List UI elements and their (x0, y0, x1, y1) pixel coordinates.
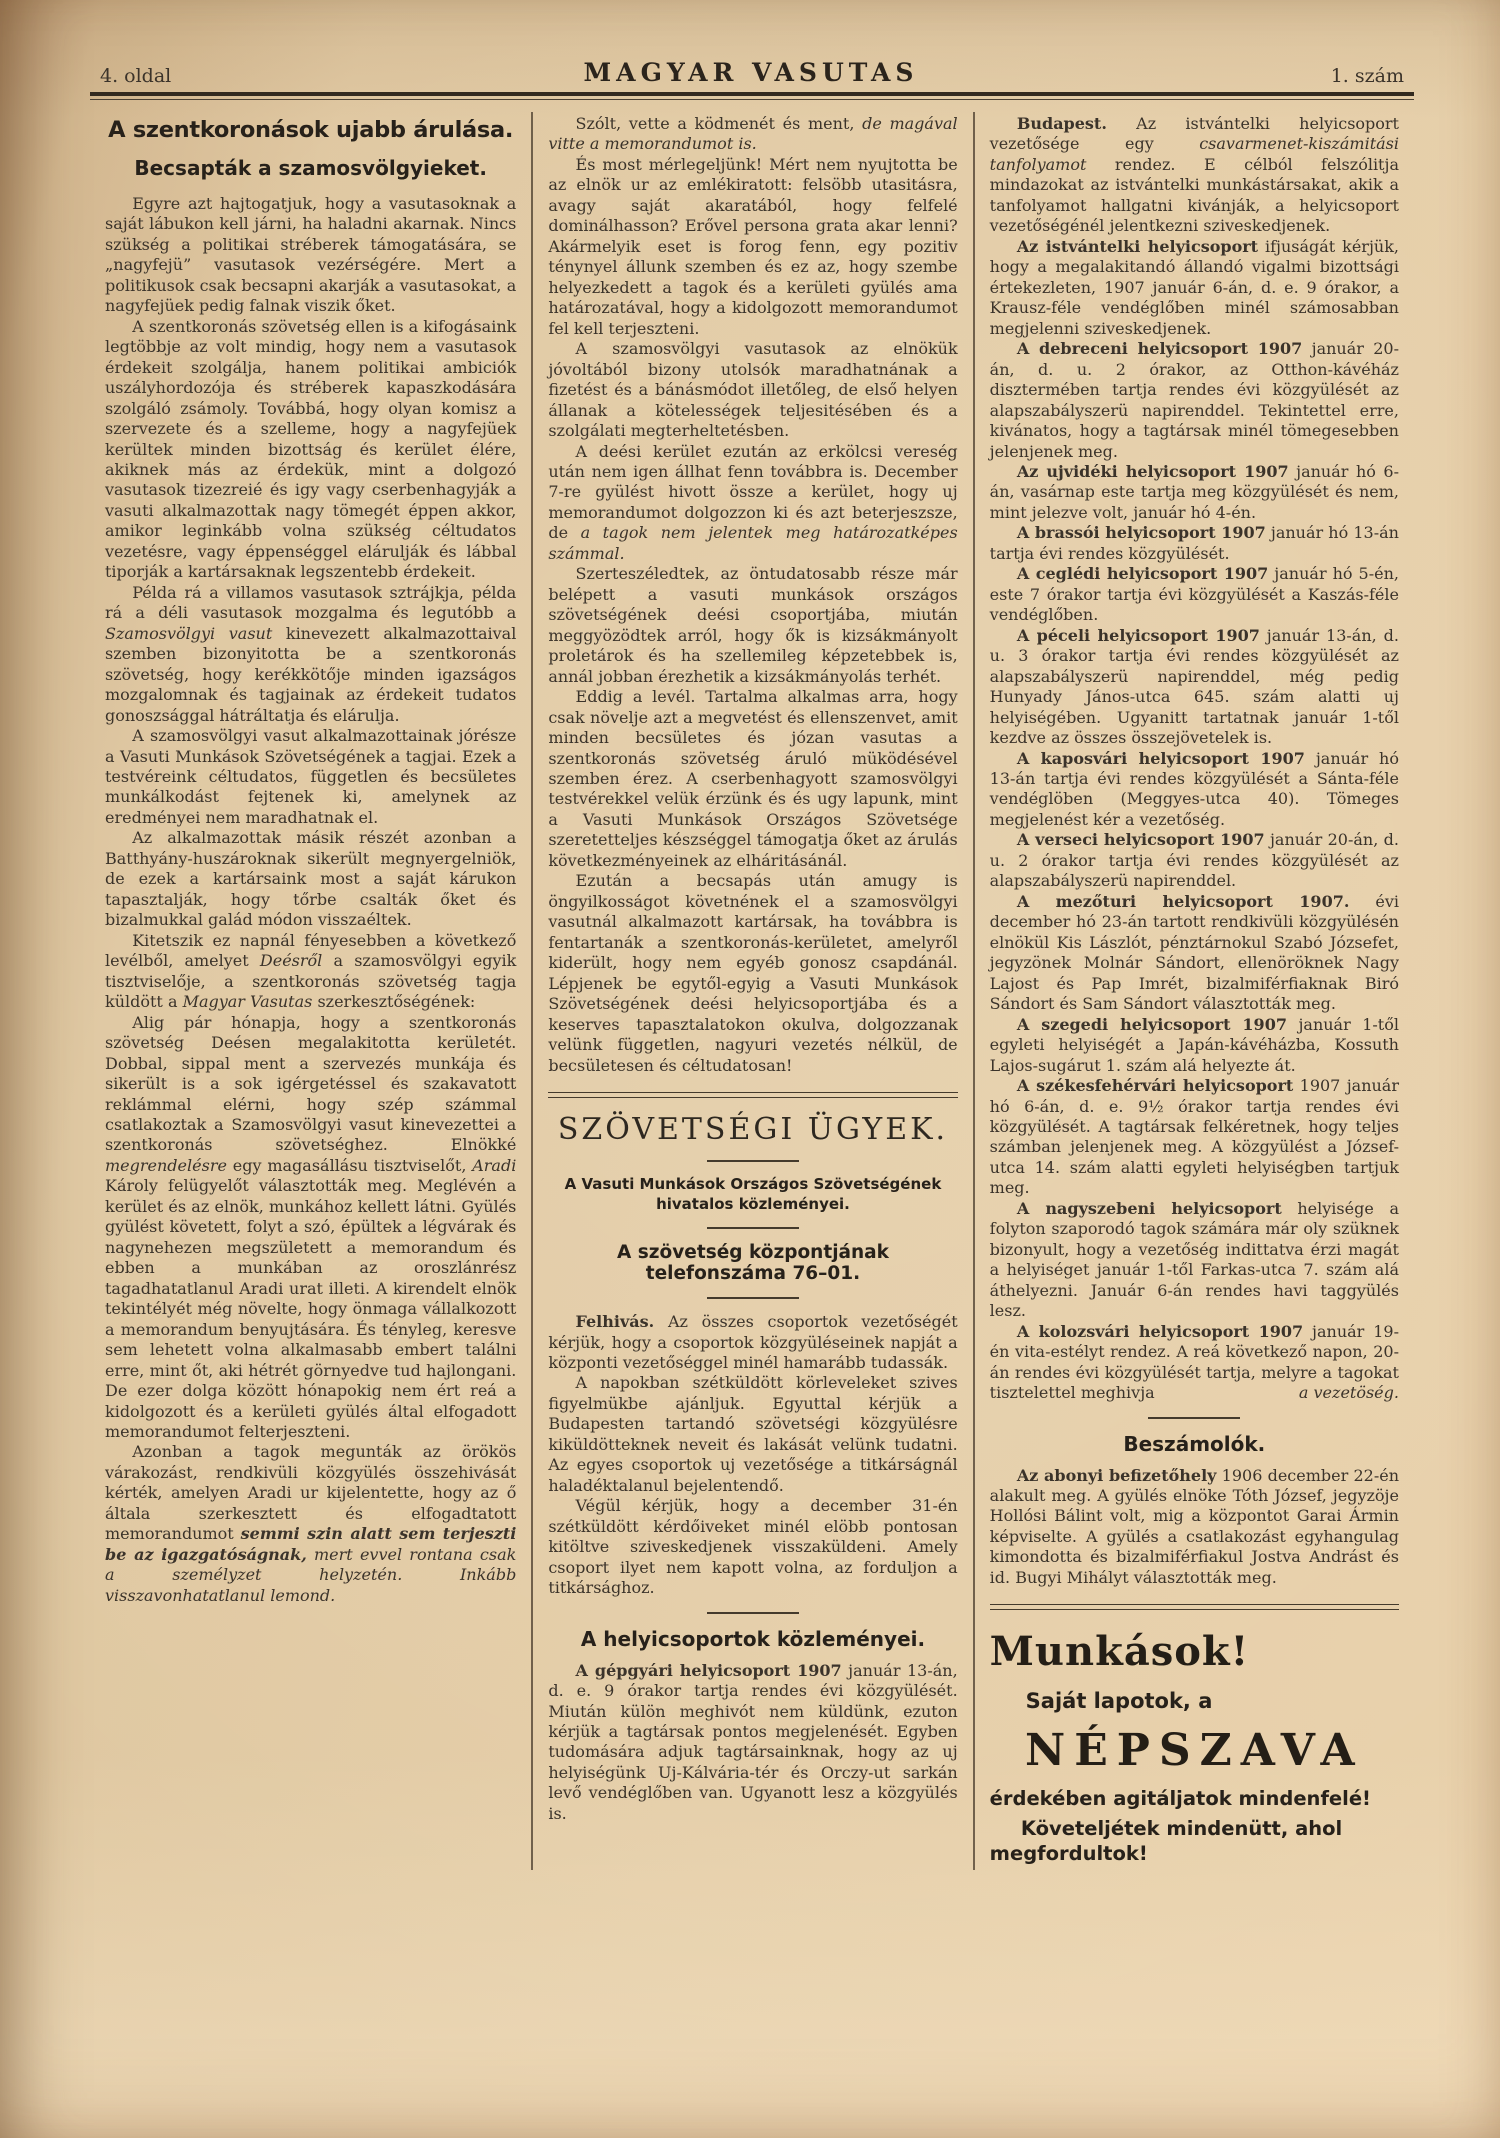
paragraph: Egyre azt hajtogatjuk, hogy a vasutasoknak a saját lábukon kell járni, ha haladni akarnak. Nincs szükség a politikai stréberek támogatására, se „nagyfejü” vasutasok vezérségére. Mert a politikusok csak becsapni akarják a vasutasokat, a nagyfejüek pedig falnak viszik őket. (105, 193, 517, 316)
section-subtitle: A Vasuti Munkások Országos Szövetségének hivatalos közleményei. (564, 1175, 942, 1213)
paragraph: A szamosvölgyi vasut alkalmazottainak jórésze a Vasuti Munkások Szövetségének a tagjai. Ezek a testvéreink céltudatos, független és becsületes munkálkodást fejtenek ki, amelynek az eredményei nem maradhatnak el. (105, 726, 517, 827)
emphasis-text: de magával vitte a memorandumot is. (548, 114, 958, 154)
paragraph: A péceli helyicsoport 1907 január 13-án, d. u. 3 órakor tartja évi rendes közgyülését az alapszabályszerü napirenddel, még pedig Hunyady János-utca 645. szám alatti uj helyiségében. Ugyanitt tartatnak január 1-től kezdve az összes összejövetelek is. (989, 625, 1399, 748)
page-content (90, 58, 1414, 1870)
paragraph: Szólt, vette a ködmenét és ment, de magával vitte a memorandumot is. (548, 114, 958, 154)
emphasis-text: A debreceni helyicsoport 1907 (1016, 339, 1303, 359)
emphasis-text: megrendelésre (105, 1155, 227, 1175)
paragraph: A deési kerület ezután az erkölcsi vereség után nem igen állhat fenn továbbra is. December 7-re gyülést hivott össze a kerület, hogy uj memorandumot dolgozzon ki és azt beterjeszsze, de a tagok nem jelentek meg határozatképes számmal. (548, 441, 958, 563)
paragraph: A szegedi helyicsoport 1907 január 1-től egyleti helyiségét a Japán-kávéházba, Kossuth Lajos-sugárut 1. szám alá helyezte át. (989, 1014, 1399, 1075)
divider-double (990, 1604, 1399, 1610)
emphasis-text: semmi szin alatt sem terjeszti be az igazgatóságnak, (105, 1524, 517, 1564)
paragraph: Az ujvidéki helyicsoport 1907 január hó 6-án, vasárnap este tartja meg közgyülését és nem, mint jelezve volt, január hó 4-én. (989, 461, 1399, 522)
paragraph: Azonban a tagok megunták az örökös várakozást, rendkivüli közgyülés összehivását kérték, amelyen Aradi ur kijelentette, hogy az ő általa szerkesztett és elfogadtatott memorandumot semmi szin alatt sem terjeszti be az igazgatóságnak, mert evvel rontana csak a személyzet helyzetén. Inkább visszavonhatatlanul lemond. (105, 1442, 517, 1605)
article-title: A szentkoronások ujabb árulása. (108, 117, 514, 143)
emphasis-text: A ceglédi helyicsoport 1907 (1016, 564, 1269, 584)
paragraph: Szerteszéledtek, az öntudatosabb része már belépett a vasuti munkások országos szövetségének deési csoportjába, miután meggyözödtek arról, hogy ők is kizsákmányolt proletárok és ha szellemileg képzetebbek is, annál jobban érezhetik a kizsákmányolás terhét. (548, 564, 958, 686)
paragraph: A szentkoronás szövetség ellen is a kifogásaink legtöbbje az volt mindig, hogy nem a vasutasok érdekeit szolgálja, hanem politikai ambiciók uszályhordozója és stréberek kapaszkodására szolgáló zsámoly. Továbbá, hogy olyan komisz a szervezete és a szelleme, hogy a nagyfejüek kerültek minden bizottság és kerület élére, akiknek más az érdekük, mint a dolgozó vasutasok tizezreié és igy vagy cserbenhagyják a vasuti alkalmazottak nagy tömegét éppen akkor, amikor leginkább volna szükség céltudatos vezetésre, vagy éppenséggel elárulják és lábbal tiporják a kartársaknak legszentebb érdekeit. (105, 316, 517, 582)
paragraph: Eddig a levél. Tartalma alkalmas arra, hogy csak növelje azt a megvetést és ellenszenvet, amit minden becsületes és józan vasutas a szentkoronás szövetség áruló müködésével szemben érez. A cserbenhagyott szamosvölgyi testvérekkel velük érzünk és és ugy lapunk, mint a Vasuti Munkások Országos Szövetsége szeretetteljes készséggel támogatja őket az árulás következményeinek az elháritásánál. (548, 687, 958, 870)
paragraph: Példa rá a villamos vasutasok sztrájkja, példa rá a déli vasutasok mozgalma és legutóbb a Szamosvölgyi vasut kinevezett alkalmazottaival szemben bizonyitotta be a szentkoronás szövetség, hogy kerékkötője minden igazságos mozgalomnak és tagjainak az érdekeit tudatos gonoszsággal hátráltatja és elárulja. (105, 582, 517, 725)
divider-short (707, 1297, 799, 1299)
paragraph: A debreceni helyicsoport 1907 január 20-án, d. u. 2 órakor, az Otthon-kávéház disztermében tartja rendes évi közgyülését az alapszabályszerü napirenddel. Tekintettel erre, kivánatos, hogy a tagtársak minél tömegesebben jelenjenek meg. (989, 339, 1399, 461)
emphasis-text: a tagok nem jelentek meg határozatképes számmal. (548, 523, 958, 563)
nepszava-wordmark: NÉPSZAVA (1025, 1725, 1364, 1777)
paragraph: Felhivás. Az összes csoportok vezetőségét kérjük, hogy a csoportok közgyüléseinek napját a központi vezetőséggel minél hamarább tudassák. (548, 1312, 958, 1372)
paragraph: A mezőturi helyicsoport 1907. évi december hó 23-án tartott rendkivüli közgyülésén elnökül Kis Lászlót, pénztárnokul Szabó Józsefet, jegyzönek Molnár Sándort, ellenöröknek Nagy Lajost és Pap Imrét, bizalmiférfiaknak Biró Sándort és Sam Sándort választották meg. (989, 891, 1399, 1014)
emphasis-text: Az abonyi befizetőhely (1016, 1465, 1217, 1485)
paragraph: Alig pár hónapja, hogy a szentkoronás szövetség Deésen megalakitotta kerületét. Dobbal, sippal ment a szervezés munkája és sikerült is a sok igérgetéssel és szakavatott reklámmal elérni, hogy szép számmal csatlakoztak a Szamosvölgyi vasut kinevezettei a szentkoronás szövetséghez. Elnökké megrendelésre egy magasállásu tisztviselőt, Aradi Károly felügyelőt választották meg. Meglévén a kerület és az elnök, munkához kellett látni. Gyülés gyülést követett, folyt a szó, épültek a légvárak és nagynehezen megszületett a memorandum és ebben a munkában az oroszlánrész tagadhatatlanul Aradi urat illeti. A kirendelt elnök tekintélyét még növelte, hogy önmaga vállalkozott a memorandum benyujtására. És tényleg, keresve sem lehetett volna alkalmasabb embert találni erre, mint őt, aki hétrét görnyedve tud hajlongani. De ezer dolga között hónapokig nem ért reá a kidolgozott és a kerületi gyülés által elfogadott memorandumot felterjeszteni. (105, 1012, 517, 1441)
paragraph: A székesfehérvári helyicsoport 1907 január hó 6-án, d. e. 9½ órakor tartja rendes évi közgyülését. A tagtársak felkéretnek, hogy teljes számban jelenjenek meg. A közgyülést a József-utca 14. szám alatti egyleti helyiségben tartjuk meg. (989, 1076, 1399, 1198)
paragraph: Budapest. Az istvántelki helyicsoport vezetősége egy csavarmenet-kiszámitási tanfolyamot rendez. E célból felszólitja mindazokat az istvántelki munkástársakat, akik a tanfolyamot hallgatni kivánják, a helyicsoport vezetőségénél jelentkezni sziveskedjenek. (989, 114, 1399, 236)
paragraph: A szamosvölgyi vasutasok az elnökük jóvoltából bizony utolsók maradhatnának a fizetést és a bánásmódot illetőleg, de első helyen állanak a kötelességek teljesitésében és a szolgálati megterheltetésben. (548, 339, 958, 441)
appeal-line: Követeljétek mindenütt, ahol megfordultok! (989, 1816, 1343, 1866)
appeal-line: érdekében agitáljatok mindenfelé! (989, 1787, 1371, 1811)
paragraph: Az istvántelki helyicsoport ifjuságát kérjük, hogy a megalakitandó állandó vigalmi bizottsági értekezleten, 1907 január 6-án, d. e. 9 órakor, a Krausz-féle vendéglőben minél számosabban megjelenni sziveskedjenek. (989, 236, 1399, 338)
emphasis-text: A gépgyári helyicsoport 1907 (575, 1660, 842, 1680)
column-right (973, 112, 1414, 1870)
emphasis-text: csavarmenet-kiszámitási tanfolyamot (989, 134, 1399, 174)
paragraph: A gépgyári helyicsoport 1907 január 13-án, d. e. 9 órakor tartja rendes évi közgyülését. Miután külön meghivót nem küldünk, ezuton kérjük a tagtársak pontos megjelenését. Egyben tudomására adjuk tagtársainknak, hogy az uj helyiségünk Uj-Kálvária-tér és Orczy-ut sarkán levő vendéglőben van. Ugyanott lesz a közgyülés is. (548, 1660, 958, 1823)
divider-short (707, 1160, 799, 1162)
paragraph: A ceglédi helyicsoport 1907 január hó 5-én, este 7 órakor tartja évi közgyülését a Kaszás-féle vendéglőben. (989, 564, 1399, 625)
subsection-heading: Beszámolók. (1123, 1431, 1266, 1456)
emphasis-text: A verseci helyicsoport 1907 (1016, 830, 1265, 850)
appeal-heading: Munkások! (989, 1628, 1250, 1676)
paragraph: A napokban szétküldött körleveleket szives figyelmükbe ajánljuk. Egyuttal kérjük a Budapesten tartandó szövetségi közgyülésre kiküldötteknek neveit és lakását velünk tudatni. Az egyes csoportok uj vezetősége a titkárságnál haladéktalanul bejelentendő. (548, 1373, 958, 1495)
emphasis-text: Aradi (472, 1155, 517, 1175)
subsection-heading: A helyicsoportok közleményei. (580, 1626, 926, 1651)
column-middle (531, 112, 972, 1870)
article-subtitle: Becsapták a szamosvölgyieket. (134, 155, 487, 180)
paragraph: A brassói helyicsoport 1907 január hó 13-án tartja évi rendes közgyülését. (989, 523, 1399, 563)
emphasis-text: A brassói helyicsoport 1907 (1016, 523, 1266, 543)
telephone-number-line: A szövetség központjának telefonszáma 76–01. (617, 1242, 889, 1285)
emphasis-text: A székesfehérvári helyicsoport (1016, 1076, 1294, 1096)
emphasis-text: A kaposvári helyicsoport 1907 (1016, 748, 1305, 768)
section-title: SZÖVETSÉGI ÜGYEK. (557, 1112, 949, 1148)
paragraph: Az alkalmazottak másik részét azonban a Batthyány-huszároknak sikerült megnyergelniök, de ezek a kartársaink most a saját kárukon tapasztalják, hogy tőrbe csalták őket és bizalmukkal galád módon visszaéltek. (105, 828, 517, 930)
emphasis-text: Magyar Vasutas (182, 992, 313, 1012)
paragraph: Végül kérjük, hogy a december 31-én szétküldött kérdőiveket minél elöbb pontosan kitöltve sziveskedjenek visszaküldeni. Amely csoport ilyet nem kapott volna, az forduljon a titkársághoz. (548, 1496, 958, 1598)
emphasis-text: A mezőturi helyicsoport 1907. (1016, 891, 1350, 911)
issue-number: 1. szám (1330, 65, 1404, 87)
appeal-line: Saját lapotok, a (1025, 1689, 1213, 1714)
page-number: 4. oldal (100, 65, 172, 87)
divider-short (707, 1612, 799, 1614)
emphasis-text: Budapest. (1016, 114, 1107, 133)
paragraph: Kitetszik ez napnál fényesebben a következő levélből, amelyet Deésről a szamosvölgyi egyik tisztviselője, a szentkoronás szövetség tagja küldött a Magyar Vasutas szerkesztőségének: (105, 930, 517, 1012)
emphasis-text: A kolozsvári helyicsoport 1907 (1016, 1321, 1304, 1341)
page-header (90, 58, 1414, 92)
divider-short (1148, 1417, 1240, 1419)
emphasis-text: A nagyszebeni helyicsoport (1016, 1198, 1282, 1218)
paragraph: A verseci helyicsoport 1907 január 20-án, d. u. 2 órakor tartja évi rendes közgyülését az alapszabályszerü napirenddel. (989, 830, 1399, 891)
divider-short (707, 1227, 799, 1229)
masthead-rule (90, 92, 1414, 100)
paragraph: A kolozsvári helyicsoport 1907 január 19-én vita-estélyt rendez. A reá következő napon, 20-án rendes évi közgyülését tartja, melyre a tagokat tisztelettel meghivja a vezetöség. (989, 1321, 1399, 1403)
paragraph: És most mérlegeljünk! Mért nem nyujtotta be az elnök ur az emlékiratott: felsöbb utasitásra, avagy saját akaratából, hogy felfelé dominálhasson? Erővel persona grata akar lenni? Akármelyik eset is forog fenn, egy pozitiv ténynyel állunk szemben és ez az, hogy szembe helyezkedett a tagok és a kerületi gyülés ama határozatával, hogy a kidolgozott memorandumot fel kell terjeszteni. (548, 154, 958, 338)
emphasis-text: Az ujvidéki helyicsoport 1907 (1016, 461, 1289, 481)
divider-double (548, 1092, 957, 1098)
column-left (90, 112, 531, 1870)
emphasis-text: Szamosvölgyi vasut (105, 623, 273, 643)
paragraph: Az abonyi befizetőhely 1906 december 22-én alakult meg. A gyülés elnöke Tóth József, jegyzöje Hollósi Bálint volt, mig a központot Garai Ármin képviselte. A gyülés a csatlakozást egyhangulag kimondotta és bizalmiférfiakul Jostva Andrást és id. Bugyi Mihályt választották meg. (989, 1465, 1399, 1587)
paragraph: Ezután a becsapás után amugy is öngyilkosságot követnének el a szamosvölgyi vasutnál alkalmazott kartársak, ha továbbra is fentartanák a szentkoronás-kerületet, amelyről kiderült, hogy nem egyéb gonosz csapdánál. Lépjenek be egytől-egyig a Vasuti Munkások Szövetségének deési helyicsoportjába és a keserves tapasztalatokon okulva, dolgozzanak velünk független, nagyuri vezetés nélkül, de becsületesen és céltudatosan! (548, 871, 958, 1075)
paragraph: A nagyszebeni helyicsoport helyisége a folyton szaporodó tagok számára már oly szüknek bizonyult, hogy a vezetőség indittatva érzi magát a helyiséget január 1-től Farkas-utca 7. szám alá áthelyezni. Január 6-án rendes havi taggyülés lesz. (989, 1198, 1399, 1321)
emphasis-text: Felhivás. (575, 1312, 655, 1332)
signature: a vezetöség. (1298, 1383, 1399, 1403)
masthead-title: MAGYAR VASUTAS (583, 58, 919, 87)
emphasis-text: Deésről (259, 951, 323, 971)
emphasis-text: mert evvel rontana csak a személyzet helyzetén. Inkább visszavonhatatlanul lemond. (105, 1544, 517, 1605)
emphasis-text: Az istvántelki helyicsoport (1016, 236, 1259, 256)
emphasis-text: A péceli helyicsoport 1907 (1016, 625, 1260, 645)
paragraph: A kaposvári helyicsoport 1907 január hó 13-án tartja évi rendes közgyülését a Sánta-féle vendéglöben (Meggyes-utca 40). Tömeges megjelenést kér a vezetőség. (989, 748, 1399, 829)
emphasis-text: A szegedi helyicsoport 1907 (1016, 1014, 1287, 1034)
columns (90, 112, 1414, 1870)
